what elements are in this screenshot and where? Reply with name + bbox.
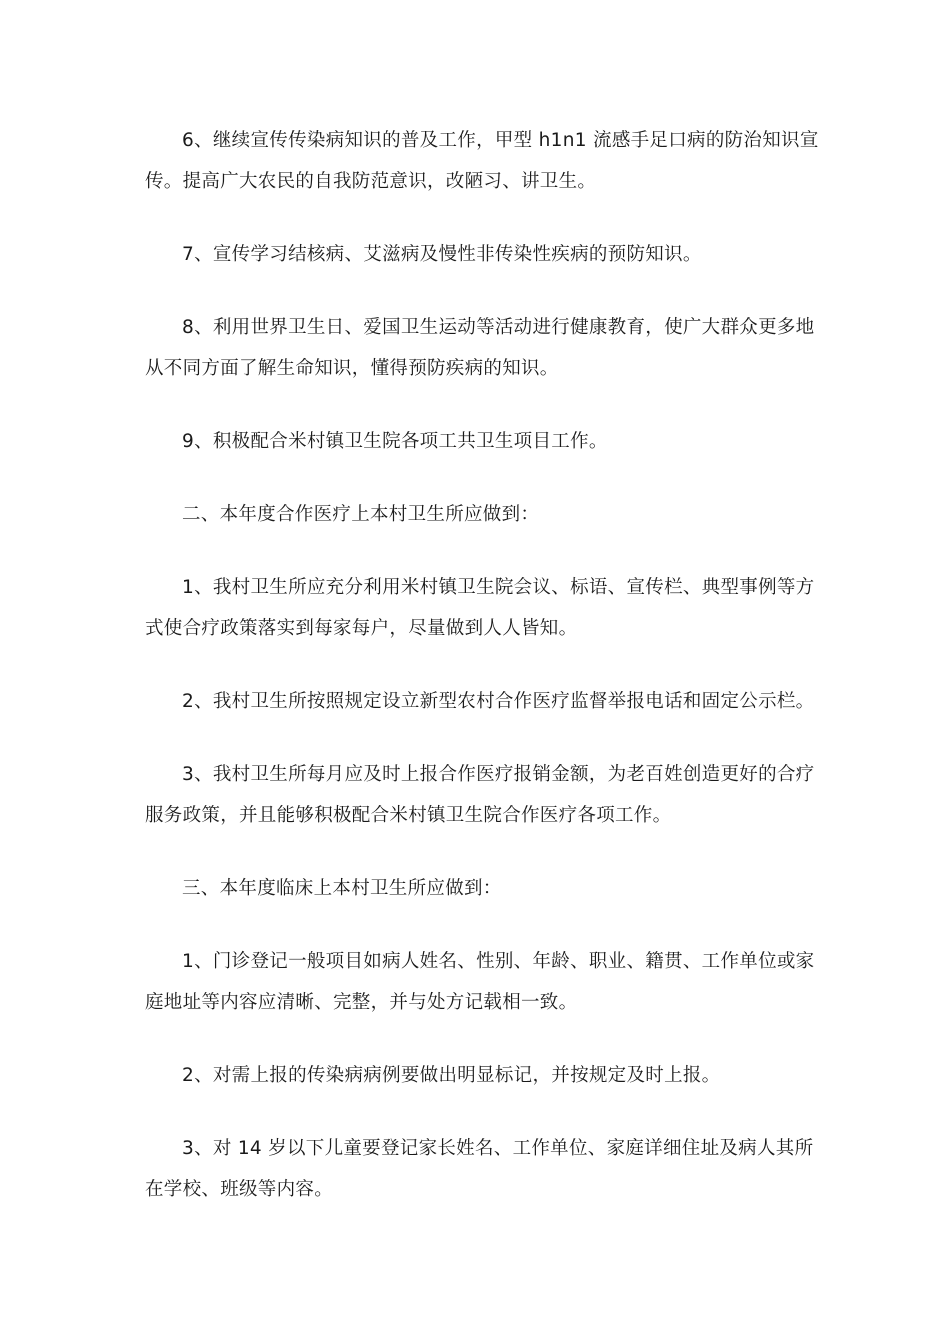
section-heading-cooperative-medical: 二、本年度合作医疗上本村卫生所应做到： <box>182 504 540 525</box>
paragraph-cooperative-1: 1、我村卫生所应充分利用米村镇卫生院会议、标语、宣传栏、典型事例等方式使合疗政策落实到每家每户，尽量做到人人皆知。 <box>145 577 815 639</box>
document-body <box>145 120 825 1242</box>
paragraph-item-8: 8、利用世界卫生日、爱国卫生运动等活动进行健康教育，使广大群众更多地从不同方面了解生命知识，懂得预防疾病的知识。 <box>145 317 815 379</box>
paragraph-clinical-3: 3、对 14 岁以下儿童要登记家长姓名、工作单位、家庭详细住址及病人其所在学校、班级等内容。 <box>145 1138 814 1200</box>
paragraph-item-7: 7、宣传学习结核病、艾滋病及慢性非传染性疾病的预防知识。 <box>182 244 702 265</box>
paragraph-clinical-2: 2、对需上报的传染病病例要做出明显标记，并按规定及时上报。 <box>182 1065 721 1086</box>
paragraph-clinical-1: 1、门诊登记一般项目如病人姓名、性别、年龄、职业、籍贯、工作单位或家庭地址等内容应清晰、完整，并与处方记载相一致。 <box>145 951 815 1013</box>
paragraph-cooperative-2: 2、我村卫生所按照规定设立新型农村合作医疗监督举报电话和固定公示栏。 <box>182 691 815 712</box>
paragraph-item-6: 6、继续宣传传染病知识的普及工作，甲型 h1n1 流感手足口病的防治知识宣传。提高广大农民的自我防范意识，改陋习、讲卫生。 <box>145 130 819 192</box>
section-heading-clinical: 三、本年度临床上本村卫生所应做到： <box>182 878 502 899</box>
paragraph-cooperative-3: 3、我村卫生所每月应及时上报合作医疗报销金额，为老百姓创造更好的合疗服务政策，并且能够积极配合米村镇卫生院合作医疗各项工作。 <box>145 764 815 826</box>
paragraph-item-9: 9、积极配合米村镇卫生院各项工共卫生项目工作。 <box>182 431 608 452</box>
